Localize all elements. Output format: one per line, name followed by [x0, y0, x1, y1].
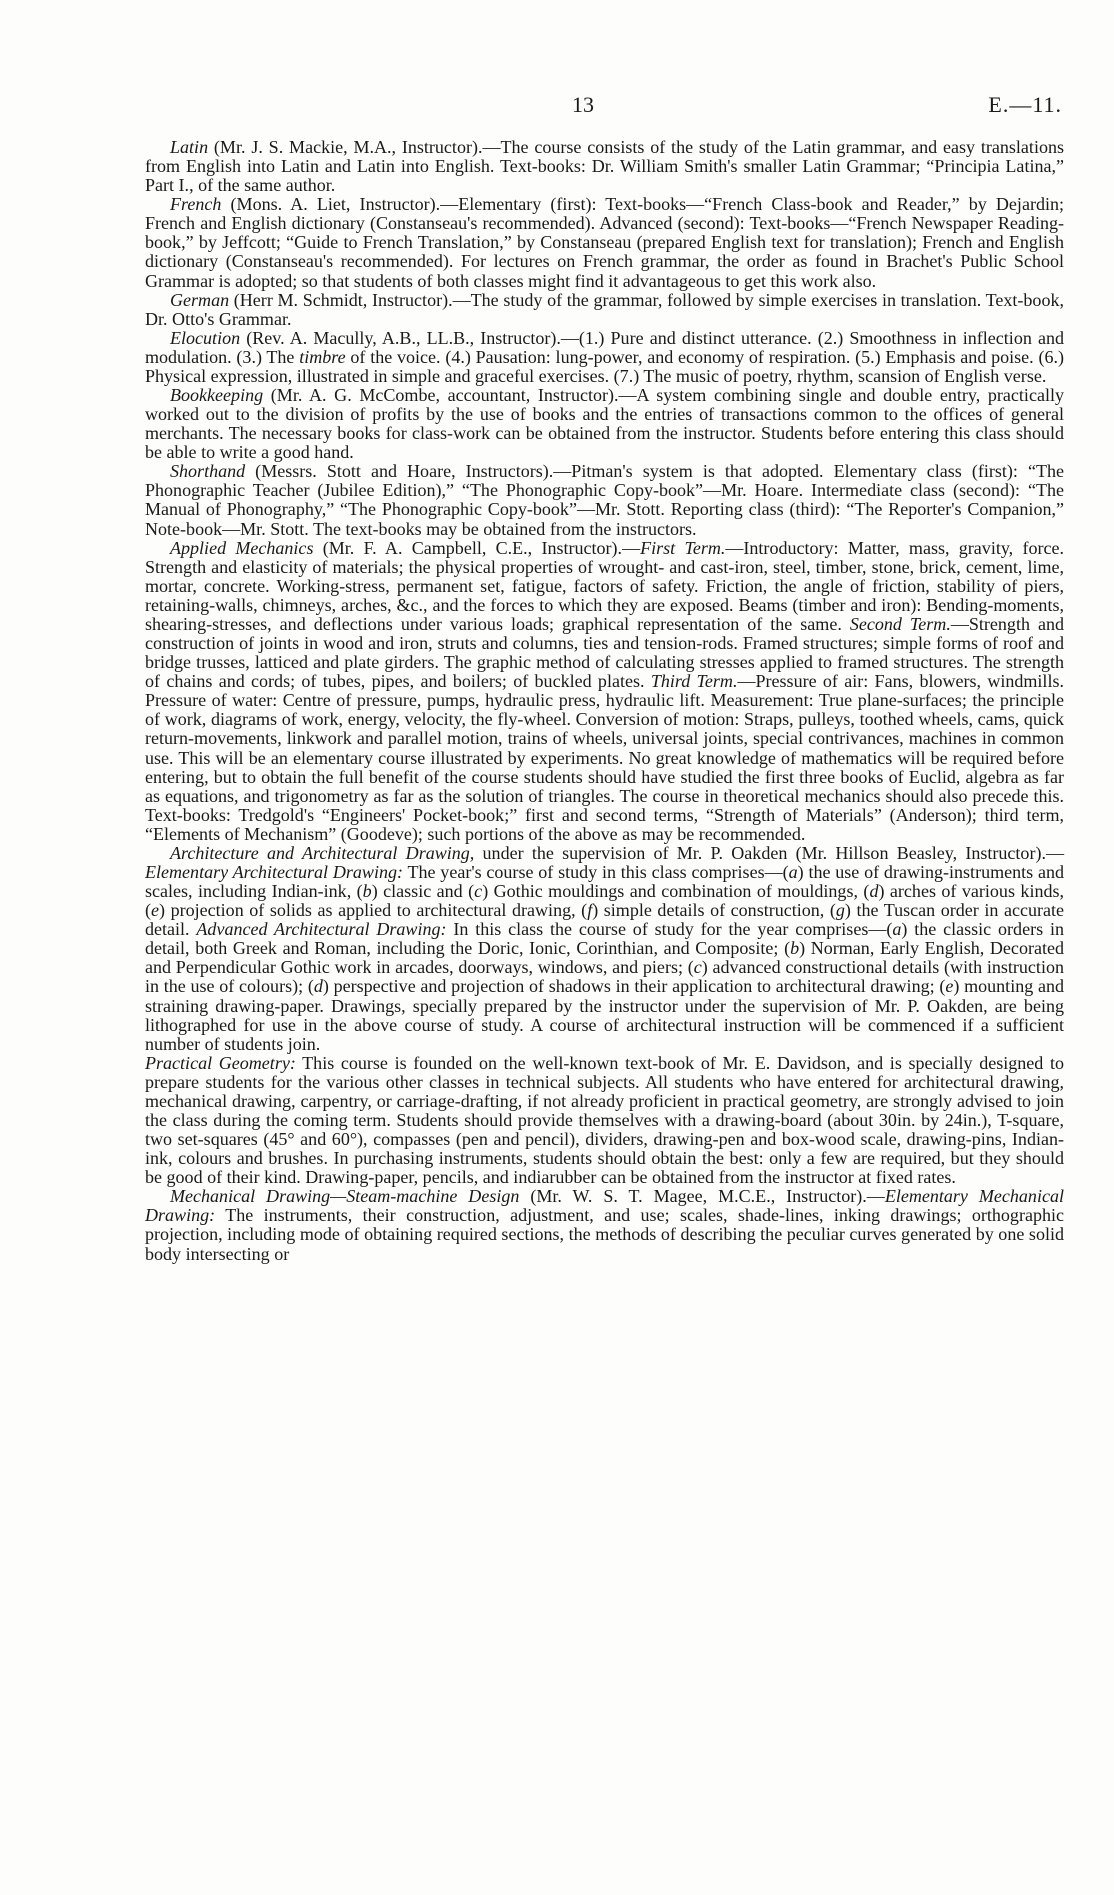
paragraph-text: ) the classic orders in detail, both Greek and Roman, including the Doric, Ionic, Corinthian, and Composite; ( [145, 919, 1064, 959]
paragraph-text: —Pressure of air: Fans, blowers, windmills. Pressure of water: Centre of pressure, pumps, hydraulic press, hydraulic lift. Measurement: True plane-surfaces; the principle of work, diagrams of work, energy, velocity, the fly-wheel. Conversion of motion: Straps, pulleys, toothed wheels, cams, quick return-movements, linkwork and parallel motion, trains of wheels, universal joints, special contrivances, machines in common use. This will be an elementary course illustrated by experiments. No great knowledge of mathematics will be required before entering, but to obtain the full benefit of the course students should have studied the first three books of Euclid, algebra as far as equations, and trigonometry as far as the solution of triangles. The course in theoretical mechanics should also precede this. Text-books: Tredgold's “Engineers' Pocket-book;” first and second terms, “Strength of Materials” (Anderson); third term, “Elements of Mechanism” (Goodeve); such portions of the above as may be recommended. [145, 671, 1064, 844]
italic-text: First Term. [640, 537, 726, 558]
paragraph-text: ) simple details of construction, ( [592, 900, 836, 921]
paragraph-text: This course is founded on the well-known text-book of Mr. E. Davidson, and is specially designed to prepare students for the various other classes in technical subjects. All students who have entered for architectural drawing, mechanical drawing, carpentry, or carriage-drafting, if not already proficient in practical geometry, are strongly advised to join the class during the coming term. Students should provide themselves with a drawing-board (about 30in. by 24in.), T-square, two set-squares (45° and 60°), compasses (pen and pencil), dividers, drawing-pen and box-wood scale, drawing-pins, Indian-ink, colours and brushes. In purchasing instruments, students should obtain the best: only a few are required, but they should be good of their kind. Drawing-paper, pencils, and indiarubber can be obtained from the instructor at fixed rates. [145, 1052, 1064, 1188]
italic-text: Bookkeeping [170, 385, 264, 406]
italic-text: Advanced Architectural Drawing: [196, 919, 447, 940]
paragraph-text: ) advanced constructional details (with instruction in the use of colours); ( [145, 957, 1064, 997]
paragraph-mechanical-drawing [145, 1187, 1064, 1263]
paragraph-text: (Rev. A. Macully, A.B., LL.B., Instructor).—(1.) Pure and distinct utterance. (2.) Smoothness in inflection and modulation. (3.) The [145, 327, 1064, 367]
paragraph-text: ) Norman, Early English, Decorated and Perpendicular Gothic work in arcades, doorways, windows, and piers; ( [145, 938, 1064, 978]
paragraph-text: The year's course of study in this class comprises—( [403, 861, 789, 882]
paragraph-text: —Introductory: Matter, mass, gravity, force. Strength and elasticity of materials; the physical properties of wrought- and cast-iron, steel, timber, stone, brick, cement, lime, mortar, concrete. Working-stress, permanent set, fatigue, factors of safety. Friction, the angle of friction, stability of piers, retaining-walls, chimneys, arches, &c., and the forces to which they are exposed. Beams (timber and iron): Bending-moments, shearing-stresses, and deflections under various loads; graphical representation of the same. [145, 537, 1064, 634]
paragraph-elocution [145, 329, 1064, 386]
italic-text: Shorthand [170, 461, 246, 482]
italic-text: timbre [299, 346, 346, 367]
paragraph-text: (Mr. W. S. T. Magee, M.C.E., Instructor).— [519, 1186, 885, 1207]
paragraph-applied-mechanics [145, 539, 1064, 844]
paragraph-text: (Herr M. Schmidt, Instructor).—The study of the grammar, followed by simple exercises in translation. Text-book, Dr. Otto's Grammar. [145, 289, 1064, 329]
paragraph-latin [145, 138, 1064, 195]
paragraph-text: ) the use of drawing-instruments and scales, including Indian-ink, ( [145, 861, 1064, 902]
paragraph-german [145, 291, 1064, 329]
paragraph-text: (Mr. J. S. Mackie, M.A., Instructor).—The course consists of the study of the Latin grammar, and easy translations from English into Latin and Latin into English. Text-books: Dr. William Smith's smaller Latin Grammar; “Principia Latina,” Part I., of the same author. [145, 137, 1064, 196]
paragraph-text: ) arches of various kinds, ( [145, 881, 1065, 921]
paragraph-text: ) the Tuscan order in accurate detail. [145, 900, 1064, 940]
paragraph-text: ) perspective and projection of shadows in their application to architectural drawing; ( [322, 976, 946, 997]
italic-text: Architecture and Architectural Drawing, [170, 842, 475, 863]
italic-text: Third Term. [650, 671, 738, 692]
italic-text: Second Term. [849, 613, 951, 634]
paragraph-practical-geometry [145, 1054, 1064, 1188]
page-number: 13 [572, 92, 594, 117]
paragraph-text: (Mr. F. A. Campbell, C.E., Instructor).— [313, 537, 641, 558]
document-body [145, 138, 1064, 1264]
paragraph-text: The instruments, their construction, adjustment, and use; scales, shade-lines, inking drawings; orthographic projection, including mode of obtaining required sections, the methods of describing the peculiar curves generated by one solid body intersecting or [145, 1205, 1064, 1264]
paragraph-text: (Mr. A. G. McCombe, accountant, Instructor).—A system combining single and double entry, practically worked out to the division of profits by the use of books and the entries of transactions common to the offices of general merchants. The necessary books for class-work can be obtained from the instructor. Students before entering this class should be able to write a good hand. [145, 385, 1064, 463]
italic-text: German [170, 289, 230, 310]
paragraph-architecture [145, 844, 1064, 1054]
italic-text: e [151, 900, 160, 921]
italic-text: b [362, 881, 372, 902]
italic-text: d [869, 881, 879, 902]
paragraph-text: ) mounting and straining drawing-paper. Drawings, specially prepared by the instructor under the supervision of Mr. P. Oakden, are being lithographed for use in the above course of study. A course of architectural instruction will be commenced if a sufficient number of students join. [145, 976, 1064, 1054]
italic-text: e [945, 976, 954, 997]
italic-text: a [892, 919, 902, 940]
italic-text: Mechanical Drawing—Steam-machine Design [170, 1186, 520, 1207]
paragraph-bookkeeping [145, 386, 1064, 462]
italic-text: Latin [170, 137, 209, 157]
italic-text: French [170, 194, 222, 215]
italic-text: g [835, 900, 845, 921]
italic-text: c [693, 957, 702, 978]
italic-text: b [790, 938, 800, 959]
page-header [0, 92, 1114, 122]
italic-text: Applied Mechanics [170, 537, 314, 558]
paragraph-text: ) projection of solids as applied to architectural drawing, ( [159, 900, 588, 921]
document-reference: E.—11. [988, 92, 1062, 117]
paragraph-text: under the supervision of Mr. P. Oakden (Mr. Hillson Beasley, Instructor).— [474, 842, 1064, 863]
paragraph-text: ) classic and ( [371, 881, 475, 902]
paragraph-text: —Strength and construction of joints in wood and iron, struts and columns, ties and tension-rods. Framed structures; simple forms of roof and bridge trusses, latticed and plate girders. The graphic method of calculating stresses applied to framed structures. The strength of chains and cords; of tubes, pipes, and boilers; of buckled plates. [145, 613, 1065, 692]
paragraph-shorthand [145, 462, 1064, 538]
paragraph-text: In this class the course of study for the year comprises—( [446, 919, 893, 940]
paragraph-text: (Messrs. Stott and Hoare, Instructors).—Pitman's system is that adopted. Elementary class (first): “The Phonographic Teacher (Jubilee Edition),” “The Phonographic Copy-book”—Mr. Hoare. Intermediate class (second): “The Manual of Phonography,” “The Phonographic Copy-book”—Mr. Stott. Reporting class (third): “The Reporter's Companion,” Note-book—Mr. Stott. The text-books may be obtained from the instructors. [145, 461, 1064, 539]
paragraph-text: of the voice. (4.) Pausation: lung-power, and economy of respiration. (5.) Emphasis and poise. (6.) Physical expression, illustrated in simple and graceful exercises. (7.) The music of poetry, rhythm, scansion of English verse. [145, 346, 1064, 386]
italic-text: Elementary Mechanical Drawing: [145, 1186, 1064, 1226]
italic-text: Elementary Architectural Drawing: [145, 861, 403, 882]
paragraph-text: (Mons. A. Liet, Instructor).—Elementary (first): Text-books—“French Class-book and Reader,” by Dejardin; French and English dictionary (Constanseau's recommended). Advanced (second): Text-books—“French Newspaper Reading-book,” by Jeffcott; “Guide to French Translation,” by Constanseau (prepared English text for translation); French and English dictionary (Constanseau's recommended). For lectures on French grammar, the order as found in Brachet's Public School Grammar is adopted; so that students of both classes might find it advantageous to get this work also. [145, 194, 1064, 291]
italic-text: a [788, 861, 798, 882]
italic-text: c [474, 881, 483, 902]
italic-text: f [587, 900, 593, 921]
italic-text: d [313, 976, 323, 997]
italic-text: Practical Geometry: [145, 1052, 296, 1073]
paragraph-text: ) Gothic mouldings and combination of mouldings, ( [482, 881, 870, 902]
italic-text: Elocution [170, 327, 241, 348]
paragraph-french [145, 195, 1064, 290]
